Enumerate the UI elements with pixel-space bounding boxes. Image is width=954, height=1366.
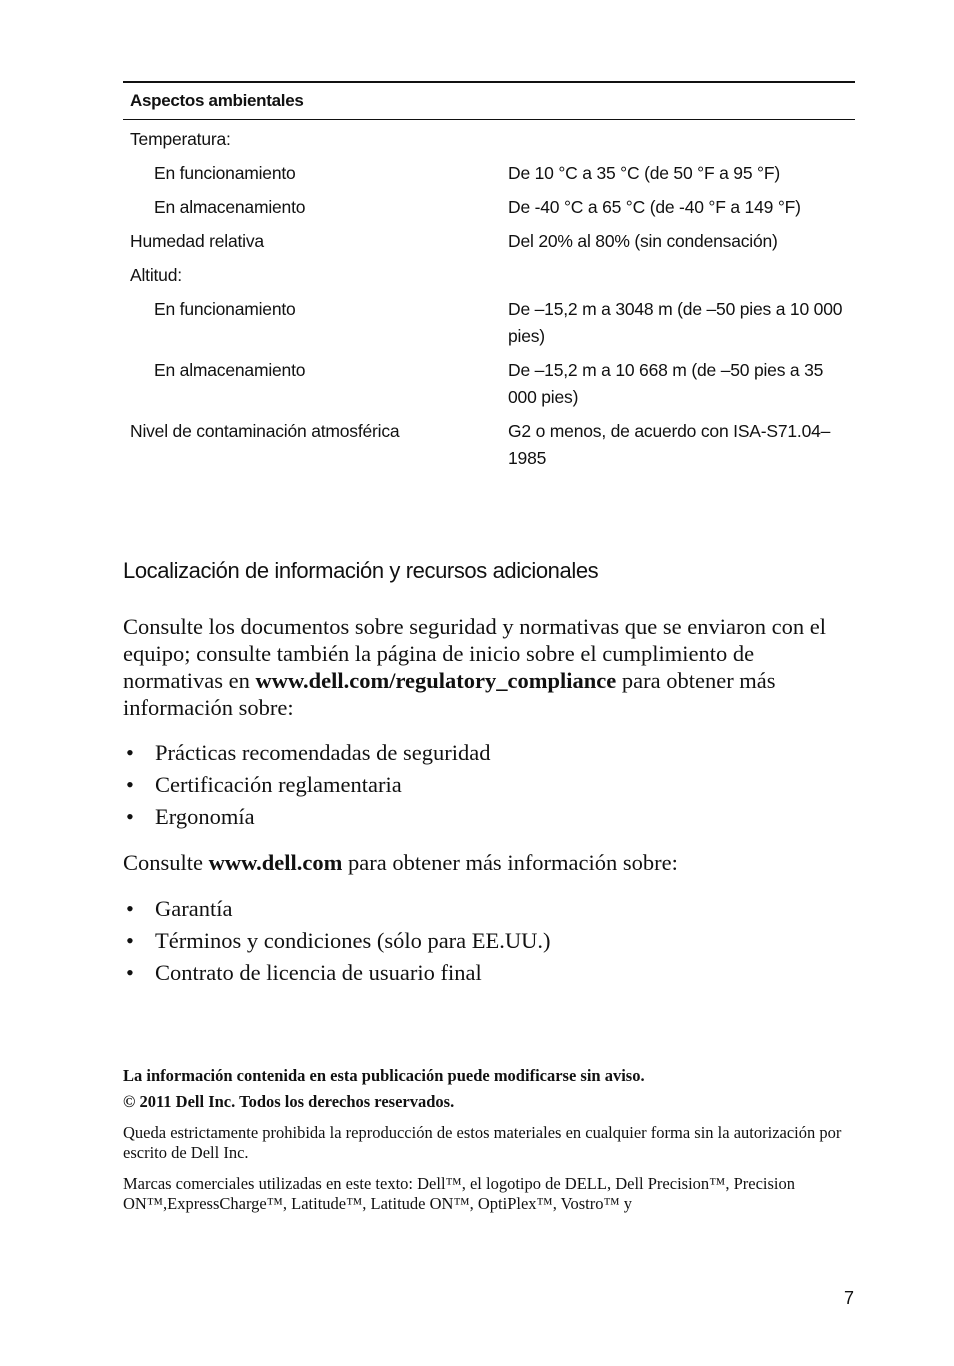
table-body <box>123 126 855 472</box>
notice-text: La información contenida en esta publicación puede modificarse sin aviso. <box>123 1066 645 1085</box>
list-item-text: Certificación reglamentaria <box>155 772 402 797</box>
table-row <box>123 194 855 221</box>
dell-text-pre: Consulte <box>123 850 209 875</box>
section-heading: Localización de información y recursos adicionales <box>123 558 599 583</box>
bullet-icon: • <box>126 928 134 953</box>
table-row <box>123 160 855 187</box>
dell-link[interactable]: www.dell.com <box>208 850 343 875</box>
row-label: Altitud: <box>130 265 182 285</box>
environmental-specs-table <box>123 81 855 479</box>
dell-site-paragraph <box>123 849 853 876</box>
row-label: Temperatura: <box>130 129 231 149</box>
row-label: Nivel de contaminación atmosférica <box>130 421 400 441</box>
list-item <box>123 925 551 957</box>
bullet-icon: • <box>126 896 134 921</box>
trademarks-text: Marcas comerciales utilizadas en este texto: Dell™, el logotipo de DELL, Dell Precision™, Precision ON™,ExpressCharge™, Latitude™, Latitude ON™, OptiPlex™, Vostro™ y <box>123 1174 795 1213</box>
list-item-text: Términos y condiciones (sólo para EE.UU.) <box>155 928 551 953</box>
row-value: De 10 °C a 35 °C (de 50 °F a 95 °F) <box>508 163 780 183</box>
dell-text-post: para obtener más información sobre: <box>342 850 678 875</box>
list-item-text: Ergonomía <box>155 804 255 829</box>
table-row <box>123 262 855 289</box>
row-value <box>508 126 855 153</box>
prohibition-text: Queda estrictamente prohibida la reproducción de estos materiales en cualquier forma sin la autorización por escrito de Dell Inc. <box>123 1123 842 1162</box>
row-value: Del 20% al 80% (sin condensación) <box>508 231 778 251</box>
intro-paragraph <box>123 613 853 721</box>
row-label: Humedad relativa <box>130 231 264 251</box>
bullet-icon: • <box>126 772 134 797</box>
row-label: En funcionamiento <box>154 299 296 319</box>
table-row <box>123 228 855 255</box>
bullet-icon: • <box>126 960 134 985</box>
list-item <box>123 893 551 925</box>
regulatory-link[interactable]: www.dell.com/regulatory_compliance <box>255 668 617 693</box>
row-label: En almacenamiento <box>154 197 306 217</box>
copyright-text: © 2011 Dell Inc. Todos los derechos reservados. <box>123 1092 455 1111</box>
dell-topics-list <box>123 893 551 989</box>
bullet-icon: • <box>126 740 134 765</box>
table-header <box>123 83 855 119</box>
table-row <box>123 418 855 472</box>
list-item-text: Garantía <box>155 896 233 921</box>
intro-text-pre: Consulte los documentos sobre seguridad y normativas que se enviaron con el equipo; consulte también la página de inicio sobre el cumplimiento de normativas en <box>123 614 826 693</box>
table-row <box>123 296 855 350</box>
list-item <box>123 737 490 769</box>
list-item <box>123 769 490 801</box>
list-item <box>123 957 551 989</box>
list-item-text: Contrato de licencia de usuario final <box>155 960 482 985</box>
table-row <box>123 357 855 411</box>
row-value <box>508 262 855 289</box>
row-label: En funcionamiento <box>154 163 296 183</box>
row-value: De -40 °C a 65 °C (de -40 °F a 149 °F) <box>508 197 801 217</box>
table-row <box>123 126 855 153</box>
row-value: De –15,2 m a 10 668 m (de –50 pies a 35 000 pies) <box>508 360 824 407</box>
list-item-text: Prácticas recomendadas de seguridad <box>155 740 491 765</box>
list-item <box>123 801 490 833</box>
row-label: En almacenamiento <box>154 360 306 380</box>
table-header-label: Aspectos ambientales <box>130 91 304 110</box>
bullet-icon: • <box>126 804 134 829</box>
page-number: 7 <box>844 1288 855 1308</box>
row-value: De –15,2 m a 3048 m (de –50 pies a 10 000 pies) <box>508 299 843 346</box>
regulatory-topics-list <box>123 737 490 833</box>
intro-text-post: para obtener más información sobre: <box>123 668 776 720</box>
row-value: G2 o menos, de acuerdo con ISA-S71.04–1985 <box>508 421 831 468</box>
table-header-rule <box>123 119 855 120</box>
